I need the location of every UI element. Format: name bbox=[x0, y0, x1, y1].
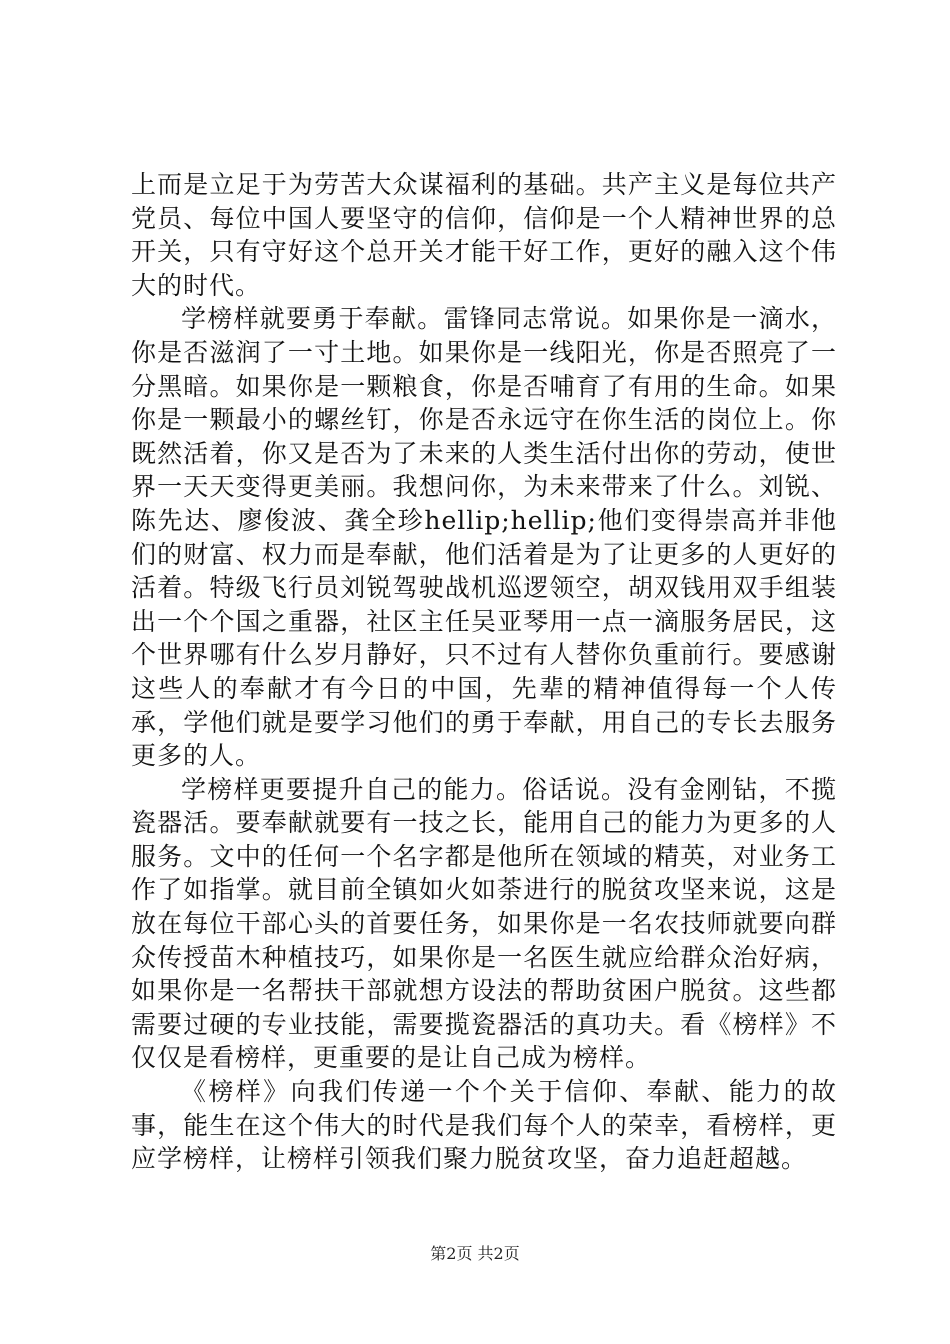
paragraph-ability: 学榜样更要提升自己的能力。俗话说。没有金刚钻，不揽瓷器活。要奉献就要有一技之长，能用自己的能力为更多的人服务。文中的任何一个名字都是他所在领域的精英，对业务工作了如指掌。就目前全镇如火如荼进行的脱贫攻坚来说，这是放在每位干部心头的首要任务，如果你是一名农技师就要向群众传授苗木种植技巧，如果你是一名医生就应给群众治好病，如果你是一名帮扶干部就想方设法的帮助贫困户脱贫。这些都需要过硬的专业技能，需要揽瓷器活的真功夫。看《榜样》不仅仅是看榜样，更重要的是让自己成为榜样。 bbox=[131, 774, 837, 1073]
paragraph-dedication: 学榜样就要勇于奉献。雷锋同志常说。如果你是一滴水，你是否滋润了一寸土地。如果你是一线阳光，你是否照亮了一分黑暗。如果你是一颗粮食，你是否哺育了有用的生命。如果你是一颗最小的螺丝钉，你是否永远守在你生活的岗位上。你既然活着，你又是否为了未来的人类生活付出你的劳动，使世界一天天变得更美丽。我想问你，为未来带来了什么。刘锐、陈先达、廖俊波、龚全珍hellip;hellip;他们变得崇高并非他们的财富、权力而是奉献，他们活着是为了让更多的人更好的活着。特级飞行员刘锐驾驶战机巡逻领空，胡双钱用双手组装出一个个国之重器，社区主任吴亚琴用一点一滴服务居民，这个世界哪有什么岁月静好，只不过有人替你负重前行。要感谢这些人的奉献才有今日的中国，先辈的精神值得每一个人传承，学他们就是要学习他们的勇于奉献，用自己的专长去服务更多的人。 bbox=[131, 304, 837, 771]
page-footer: 第2页 共2页 bbox=[430, 1244, 520, 1263]
paragraph-conclusion: 《榜样》向我们传递一个个关于信仰、奉献、能力的故事，能生在这个伟大的时代是我们每个人的荣幸，看榜样，更应学榜样，让榜样引领我们聚力脱贫攻坚，奋力追赶超越。 bbox=[131, 1077, 837, 1174]
paragraph-continuation: 上而是立足于为劳苦大众谋福利的基础。共产主义是每位共产党员、每位中国人要坚守的信仰，信仰是一个人精神世界的总开关，只有守好这个总开关才能干好工作，更好的融入这个伟大的时代。 bbox=[131, 170, 837, 300]
document-body bbox=[131, 168, 837, 1176]
